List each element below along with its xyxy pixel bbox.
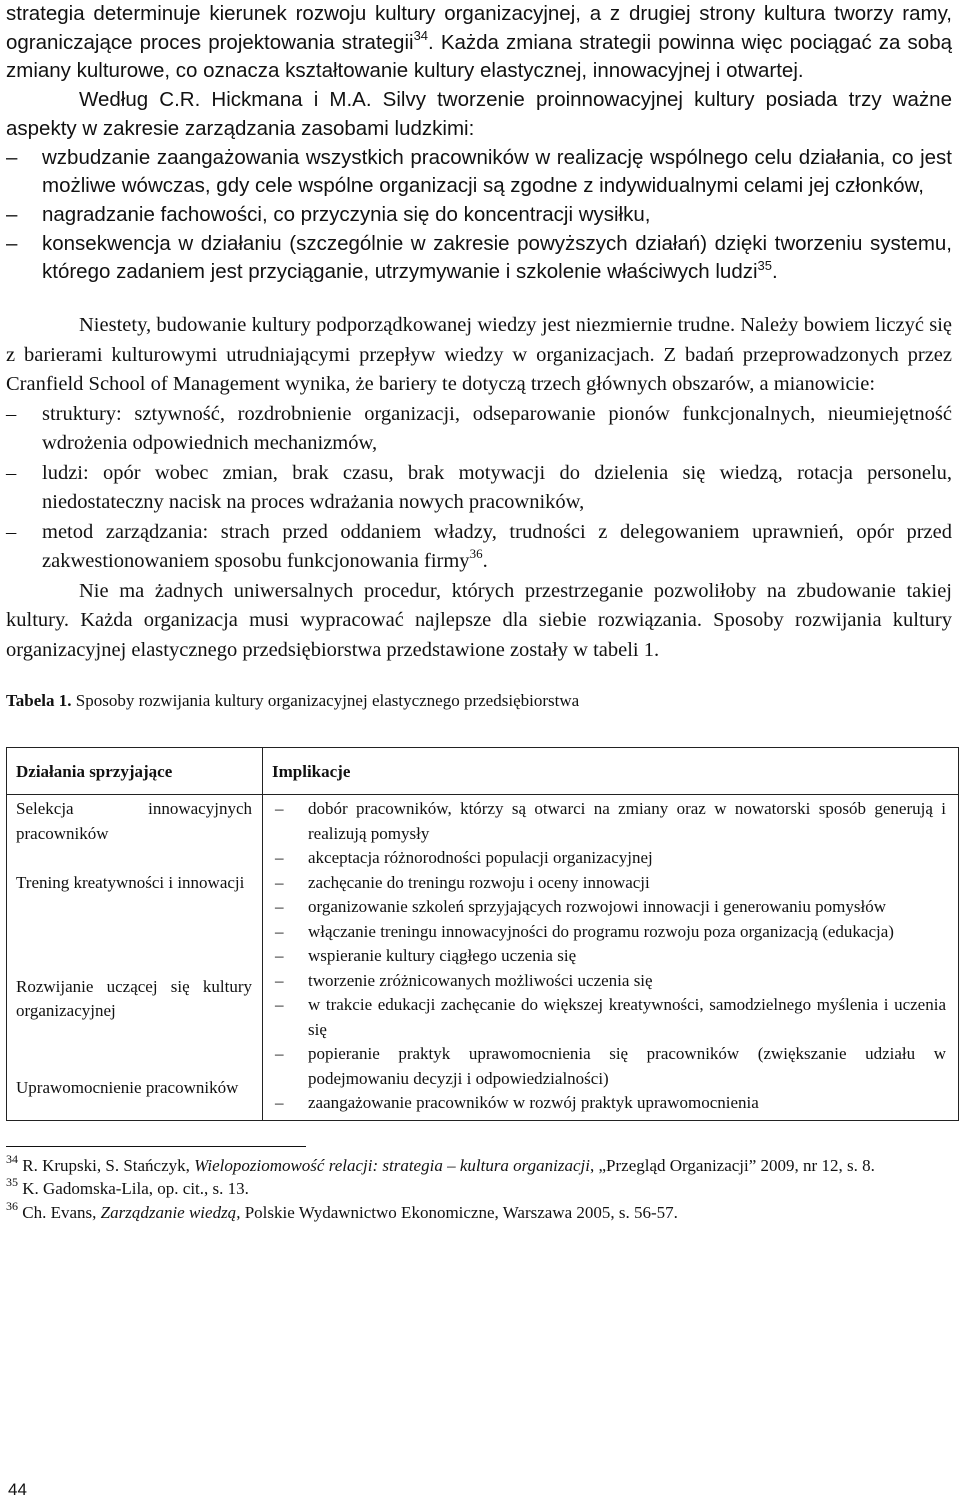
action-item: Selekcja innowacyjnych pracowników (16, 799, 252, 843)
implications-cell (263, 795, 959, 1121)
list-item: – struktury: sztywność, rozdrobnienie organizacji, odseparowanie pionów funkcjonalnych, nieumiejętność wdrożenia odpowiednich mechanizmów, (6, 400, 952, 459)
footnote-divider (6, 1146, 306, 1147)
list-item: – wzbudzanie zaangażowania wszystkich pracowników w realizację wspólnego celu działania, co jest możliwe wówczas, gdy cele wspólne organizacji są zgodne z indywidualnymi celami jej członków, (6, 144, 952, 201)
list-item: – konsekwencja w działaniu (szczególnie w zakresie powyższych działań) dzięki tworzeniu systemu, którego zadaniem jest przyciąganie, utrzymywanie i szkolenie właściwych ludzi$^{35}$. (6, 230, 952, 287)
list-item: – włączanie treningu innowacyjności do programu rozwoju poza organizacją (edukacja) (275, 920, 946, 945)
footnote-35: $^{35}$ K. Gadomska-Lila, op. cit., s. 13. (6, 1175, 249, 1199)
culture-table (6, 741, 959, 1121)
aspects-list (6, 144, 952, 288)
header-actions: Działania sprzyjające (7, 747, 263, 795)
hickman-paragraph: Według C.R. Hickmana i M.A. Silvy tworzenie proinnowacyjnej kultury posiada trzy ważne aspekty w zakresie zarządzania zasobami ludzkimi: (6, 88, 952, 140)
footnote-36: $^{36}$ Ch. Evans, Zarządzanie wiedzą, Polskie Wydawnictwo Ekonomiczne, Warszawa 2005, s. 56-57. (6, 1198, 678, 1222)
list-item: – w trakcie edukacji zachęcanie do większej kreatywności, samodzielnego myślenia i uczenia się (275, 993, 946, 1042)
list-item: – ludzi: opór wobec zmian, brak czasu, brak motywacji do dzielenia się wiedzą, rotacja personelu, niedostateczny nacisk na proces wdrażania nowych pracowników, (6, 459, 952, 518)
list-item: – akceptacja różnorodności populacji organizacyjnej (275, 846, 946, 871)
list-item: – metod zarządzania: strach przed oddaniem władzy, trudności z delegowaniem uprawnień, opór przed zakwestionowaniem sposobu funkcjonowania firmy$^{36}$. (6, 518, 952, 577)
list-item: – tworzenie zróżnicowanych możliwości uczenia się (275, 969, 946, 994)
footnote-ref-35: 35 (757, 257, 772, 273)
implications-list (275, 797, 946, 1116)
list-item: – dobór pracowników, którzy są otwarci na zmiany oraz w nowatorski sposób generują i realizują pomysły (275, 797, 946, 846)
action-item: Uprawomocnienie pracowników (16, 1077, 239, 1097)
footnotes (6, 1151, 952, 1224)
list-item: – popieranie praktyk uprawomocnienia się pracowników (zwiększanie udziału w podejmowaniu decyzji i odpowiedzialności) (275, 1042, 946, 1091)
header-implications: Implikacje (263, 747, 959, 795)
page-number: 44 (8, 1480, 27, 1499)
actions-cell (7, 795, 263, 1121)
action-item: Trening kreatywności i innowacji (16, 873, 245, 893)
no-procedures-paragraph: Nie ma żadnych uniwersalnych procedur, których przestrzeganie pozwoliłoby na zbudowanie takiej kultury. Każda organizacja musi wypracować najlepsze dla siebie rozwiązania. Sposoby rozwijania kultury organizacyjnej elastycznego przedsiębiorstwa przedstawione zostały w tabeli 1. (6, 579, 952, 661)
table-header-row (7, 747, 959, 795)
list-item: – wspieranie kultury ciągłego uczenia się (275, 944, 946, 969)
list-item: – zachęcanie do treningu rozwoju i oceny innowacji (275, 871, 946, 896)
list-item: – zaangażowanie pracowników w rozwój praktyk uprawomocnienia (275, 1091, 946, 1116)
barriers-paragraph: Niestety, budowanie kultury podporządkowanej wiedzy jest niezmiernie trudne. Należy bowiem liczyć się z barierami kulturowymi utrudniającymi przepływ wiedzy w organizacjach. Z badań przeprowadzonych przez Cranfield School of Management wynika, że bariery te dotyczą trzech głównych obszarów, a mianowicie: (6, 314, 952, 396)
footnote-ref-36: 36 (469, 546, 483, 562)
footnote-34: $^{34}$ R. Krupski, S. Stańczyk, Wielopoziomowość relacji: strategia – kultura organizacji, „Przegląd Organizacji” 2009, nr 12, s. 8. (6, 1151, 875, 1175)
footnote-ref-34: 34 (413, 27, 429, 43)
table-row (7, 795, 959, 1121)
table-caption: Tabela 1. Sposoby rozwijania kultury organizacyjnej elastycznego przedsiębiorstwa (6, 691, 580, 711)
list-item: – organizowanie szkoleń sprzyjających rozwojowi innowacji i generowaniu pomysłów (275, 895, 946, 920)
list-item: – nagradzanie fachowości, co przyczynia się do koncentracji wysiłku, (6, 201, 952, 230)
document-page (6, 0, 952, 1223)
intro-paragraph: strategia determinuje kierunek rozwoju kultury organizacyjnej, a z drugiej strony kultura tworzy ramy, ograniczające proces projektowania strategii$^{34}$. Każda zmiana strategii powinna więc pociągać za sobą zmiany kulturowe, co oznacza kształtowanie kultury elastycznej, innowacyjnej i otwartej. (6, 2, 952, 83)
action-item: Rozwijanie uczącej się kultury organizacyjnej (16, 976, 252, 1021)
barriers-list (6, 400, 952, 577)
